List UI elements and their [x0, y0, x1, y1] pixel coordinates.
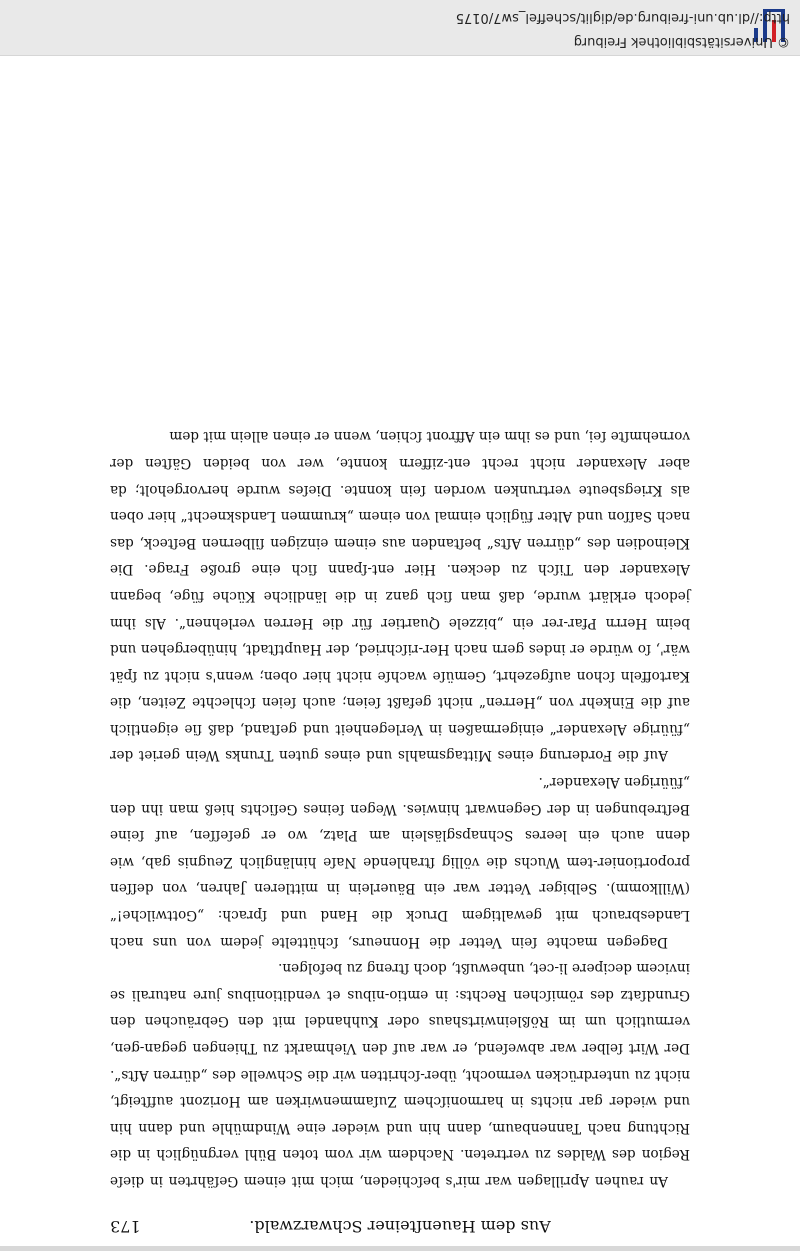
viewer-bottom-edge [0, 1246, 800, 1251]
paragraph: An rauhen Aprillagen war mir's beſchieden, mich mit einem Geſährten in dieſe Region des Waldes zu vertreten. Nachdem wir vom toten Bühl vergnüglich in die Richtung nach Tannenbaum, dann hin und wieder eine Windmühle und dann hin und wieder gar nichts in harmoniſchem Zuſammenwirken am Horizont aufſteigt, nicht zu unterdrücken vermocht, über-ſchritten wir die Schwelle des „dürren Aſts“. Der Wirt ſelber war abweſend, er war auf den Viehmarkt zu Thiengen gegan-gen, vermutlich um im Rößleinwirtshaus oder Kuhhandel mit den Gebräuchen den Grundſatz des römiſchen Rechts: in emtio-nibus et venditionibus jure naturali se invicem decipere li-cet, unbewußt, doch ſtreng zu befolgen. [110, 960, 690, 1189]
copyright-text: © Universitätsbibliothek Freiburg [573, 34, 790, 49]
page-url[interactable]: http://dl.ub.uni-freiburg.de/diglit/scheffel_sw7/0175 [455, 10, 790, 25]
body-text [110, 423, 690, 1194]
viewer-top-bar [0, 0, 800, 56]
running-title: Aus dem Hauenſteiner Schwarzwald. [249, 1217, 551, 1236]
page-number: 173 [110, 1217, 141, 1236]
paragraph: Auf die Forderung eines Mittagsmahls und eines guten Trunks Wein geriet der „füürige Alexander“ einigermaßen in Verlegenheit und geſtand, daß ſie eigentlich auf die Einkehr von „Herren“ nicht gefaßt ſeien; auch ſeien ſchlechte Zeiten, die Kartoffeln ſchon aufgezehrt, Gemüſe wachſe nicht hier oben; wenn's nicht zu ſpät wär', ſo würde er indes gern nach Her-riſchried, der Hauptſtadt, hinübergehen und beim Herrn Pfar-rer ein „bizzele Quartier für die Herren verlehnen“. Als ihm jedoch erklärt wurde, daß man ſich ganz in die ländliche Küche füge, begann Alexander den Tiſch zu decken. Hier ent-ſpann ſich eine große Frage. Die Kleinodien des „dürren Aſts“ beſtanden aus einem einzigen ſilbernen Beſteck, das nach Saſſon und Alter füglich einmal von einem „krummen Landsknecht“ hier oben als Kriegsbeute vertrunken worden ſein konnte. Dieſes wurde hervorgeholt; da aber Alexander nicht recht ent-ziffern konnte, wer von beiden Gäſten der vornehmſte ſei, und es ihm ein Affront ſchien, wenn er einen allein mit dem [110, 428, 690, 764]
running-header [110, 1206, 690, 1236]
paragraph: Dagegen machte ſein Vetter die Honneurs, ſchüttelte jedem von uns nach Landesbrauch mit gewaltigem Druck die Hand und ſprach: „Gottwilche!“ (Willkomm). Selbiger Vetter war ein Bäuerlein in mittleren Jahren, von deſſen proportionier-tem Wuchs die völlig ſtrahlende Naſe hinlänglich Zeugnis gab, wie denn auch ein leeres Schnapsgläslein am Platz, wo er geſeſſen, auf ſeine Beſtrebungen in der Gegenwart hinwies. Wegen ſeines Geſichts hieß man ihn den „füürigen Alexander“. [110, 774, 690, 950]
scanned-page [0, 56, 800, 1246]
